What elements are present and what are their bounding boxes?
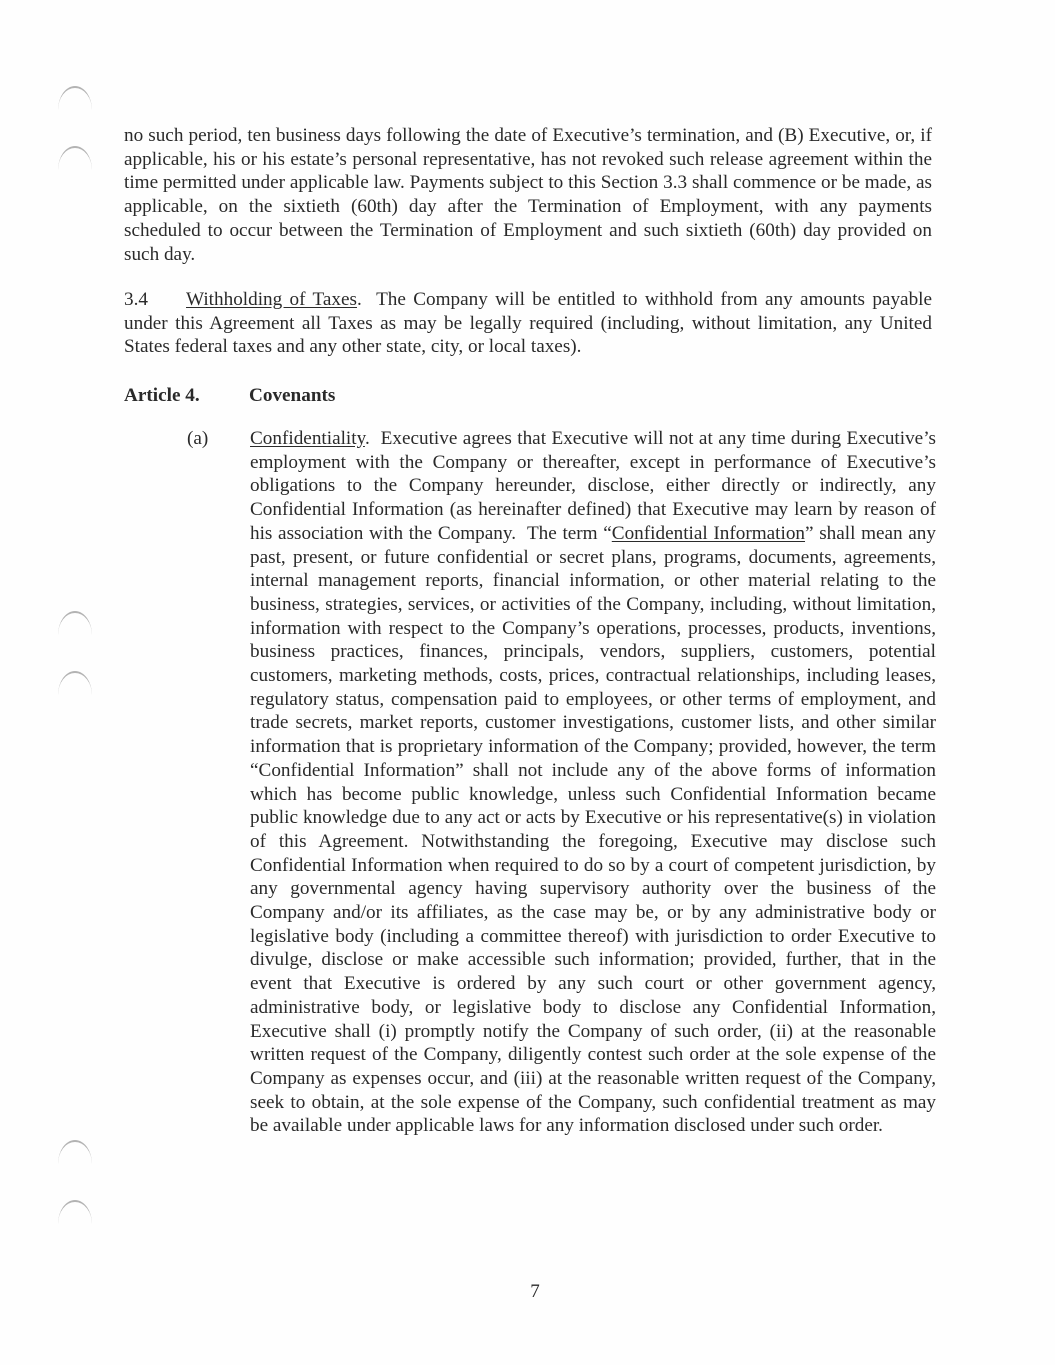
subsection-label: (a) xyxy=(187,428,209,449)
defined-term: Confidential Information xyxy=(611,522,806,544)
subsection-body-part1: Executive agrees that Executive will not at any time during Executive’s employment with the Company or thereafter, except in performance of Executive’s obligations to the Company hereunder, disclose, either directly or indirectly, any Confidential Information (as hereinafter defined) that Executive may learn by reason of his association with the Company. The term “ xyxy=(250,428,941,544)
punch-hole-mark xyxy=(58,146,92,170)
punch-hole-mark xyxy=(58,611,92,635)
article-title: Covenants xyxy=(249,385,336,406)
punch-hole-mark xyxy=(58,1140,92,1164)
section-heading: Withholding of Taxes xyxy=(186,289,357,310)
section-3-4 xyxy=(124,288,937,359)
subsection-heading-suffix: . xyxy=(364,428,370,449)
punch-hole-mark xyxy=(58,86,92,110)
section-heading-suffix: . xyxy=(356,289,362,310)
section-body: The Company will be entitled to withhold from any amounts payable under this Agreement all Taxes as may be legally required (including, without limitation, any United States federal taxes and any other state, city, or local taxes). xyxy=(124,289,937,358)
article-number: Article 4. xyxy=(124,385,200,406)
subsection-body-part2: ” shall mean any past, present, or future confidential or secret plans, programs, documents, agreements, internal management reports, financial information, or other material relating to the business, strategies, services, or activities of the Company, including, without limitation, information with respect to the Company’s operations, processes, products, inventions, business practices, finances, principals, vendors, suppliers, customers, potential customers, marketing methods, costs, prices, contractual relationships, including leases, regulatory status, compensation paid to employees, or other terms of employment, and trade secrets, market reports, customer investigations, customer lists, and other similar information that is proprietary information of the Company; provided, however, the term “Confidential Information” shall not include any of the above forms of information which has become public knowledge, unless such Confidential Information became public knowledge due to any act or acts by Executive or his representative(s) in violation of this Agreement. Notwithstanding the foregoing, Executive may disclose such Confidential Information when required to do so by a court of competent jurisdiction, by any governmental agency having supervisory authority over the business of the Company and/or its affiliates, as the case may be, or by any administrative body or legislative body (including a committee thereof) with jurisdiction to order Executive to divulge, disclose or make accessible such information; provided, further, that in the event that Executive is ordered by any such court or other government agency, administrative body, or legislative body to disclose any Confidential Information, Executive shall (i) promptly notify the Company of such order, (ii) at the reasonable written request of the Company, diligently contest such order at the sole expense of the Company as expenses occur, and (iii) at the reasonable written request of the Company, seek to obtain, at the sole expense of the Company, such confidential treatment as may be available under applicable laws for any information disclosed under such order. xyxy=(250,522,936,1137)
subsection-a-confidentiality xyxy=(250,427,941,1138)
punch-hole-mark xyxy=(58,1200,92,1224)
article-heading xyxy=(124,384,335,408)
section-number: 3.4 xyxy=(124,289,148,310)
punch-hole-mark xyxy=(58,671,92,695)
page-number: 7 xyxy=(530,1281,540,1302)
subsection-heading: Confidentiality xyxy=(250,428,365,449)
continuation-paragraph: no such period, ten business days following the date of Executive’s termination, and (B) Executive, or, if applicable, his or his estate’s personal representative, has not revoked such release agreement within the time permitted under applicable law. Payments subject to this Section 3.3 shall commence or be made, as applicable, on the sixtieth (60th) day after the Termination of Employment, with any payments scheduled to occur between the Termination of Employment and such sixtieth (60th) day provided on such day. xyxy=(124,125,932,265)
